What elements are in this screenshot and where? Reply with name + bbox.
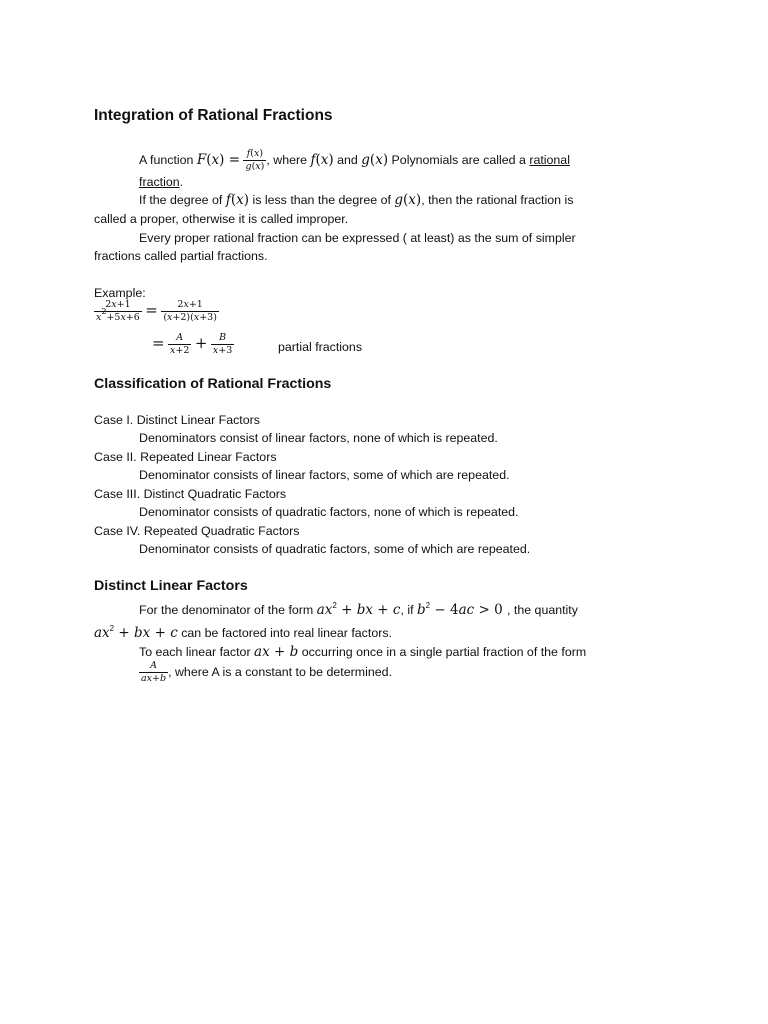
case-2-desc: Denominator consists of linear factors, some of which are repeated. bbox=[139, 468, 510, 482]
case-1-desc: Denominators consist of linear factors, none of which is repeated. bbox=[139, 431, 498, 445]
body-text: can be factored into real linear factors. bbox=[181, 626, 392, 640]
fraction-B: $\frac{B}{x+3}$ bbox=[212, 332, 233, 356]
intro-text: , where bbox=[266, 152, 308, 167]
intro-paragraph-1: A function F(x) = $\frac{f(x)}{g(x)}$ , where f(x) and g(x) Polynomials are called a rational bbox=[139, 148, 570, 172]
body-text: , the quantity bbox=[507, 603, 578, 617]
example-equation-1: $\frac{2x+1}{x^2+5x+6}$ = $\frac{2x+1}{(x+2)(x+3)}$ bbox=[96, 299, 217, 323]
case-1-title: Case I. Distinct Linear Factors bbox=[94, 413, 260, 427]
fraction-f-over-g: $\frac{f(x)}{g(x)}$ bbox=[245, 148, 265, 172]
case-4-desc: Denominator consists of quadratic factors, some of which are repeated. bbox=[139, 542, 531, 556]
intro-text: Polynomials are called a bbox=[391, 152, 526, 167]
rational-link: rational bbox=[529, 152, 570, 167]
classification-heading: Classification of Rational Fractions bbox=[94, 376, 332, 392]
intro-text: , then the rational fraction is bbox=[421, 193, 574, 207]
body-text: For the denominator of the form bbox=[139, 603, 314, 617]
partial-fractions-label: partial fractions bbox=[278, 340, 363, 354]
case-3-desc: Denominator consists of quadratic factors, none of which is repeated. bbox=[139, 505, 519, 519]
math-f-of-x: f bbox=[310, 151, 316, 168]
body-text: occurring once in a single partial fraction of the form bbox=[301, 645, 587, 659]
intro-paragraph-1-cont bbox=[139, 173, 183, 191]
case-2-title: Case II. Repeated Linear Factors bbox=[94, 450, 277, 464]
distinct-linear-paragraph-1-cont: $ax^2$ + bx + c can be factored into real linear factors. bbox=[94, 624, 392, 641]
math-g-of-x: g bbox=[361, 151, 370, 168]
example-label: Example: bbox=[94, 286, 146, 300]
period: . bbox=[179, 175, 184, 189]
intro-paragraph-2-cont: called a proper, otherwise it is called improper. bbox=[94, 212, 349, 226]
intro-paragraph-3-cont: fractions called partial fractions. bbox=[94, 249, 268, 263]
fraction-link: fraction bbox=[139, 175, 180, 189]
intro-text: and bbox=[337, 152, 358, 167]
fraction-A: $\frac{A}{x+2}$ bbox=[170, 332, 190, 356]
fraction-A-over-ax-b: $\frac{A}{ax+b}$ bbox=[141, 660, 167, 684]
fraction-example-factored: $\frac{2x+1}{(x+2)(x+3)}$ bbox=[163, 299, 217, 323]
distinct-linear-paragraph-2-cont bbox=[139, 660, 392, 685]
distinct-linear-paragraph-2: To each linear factor ax + b occurring once in a single partial fraction of the form bbox=[139, 644, 587, 660]
distinct-linear-heading: Distinct Linear Factors bbox=[94, 578, 248, 594]
intro-text: is less than the degree of bbox=[252, 193, 391, 207]
example-equation-2: = $\frac{A}{x+2}$ + $\frac{B}{x+3}$ bbox=[152, 332, 233, 356]
math-F-of-x: F bbox=[196, 151, 207, 168]
intro-paragraph-2: If the degree of f(x) is less than the degree of g(x), then the rational fraction is bbox=[139, 192, 574, 208]
intro-paragraph-3: Every proper rational fraction can be expressed ( at least) as the sum of simpler bbox=[139, 231, 576, 245]
body-text: , where A is a constant to be determined. bbox=[168, 664, 392, 679]
body-text: To each linear factor bbox=[139, 645, 251, 659]
intro-text: A function bbox=[139, 152, 194, 167]
body-text: , if bbox=[400, 603, 414, 617]
distinct-linear-paragraph-1: For the denominator of the form $ax^2$ + bx + c, if $b^2 - 4ac > 0$ , the quantity bbox=[139, 601, 578, 618]
page-title: Integration of Rational Fractions bbox=[94, 107, 333, 124]
intro-text: If the degree of bbox=[139, 193, 223, 207]
case-3-title: Case III. Distinct Quadratic Factors bbox=[94, 487, 287, 501]
case-4-title: Case IV. Repeated Quadratic Factors bbox=[94, 524, 300, 538]
fraction-example-lhs: $\frac{2x+1}{x^2+5x+6}$ bbox=[96, 299, 140, 323]
